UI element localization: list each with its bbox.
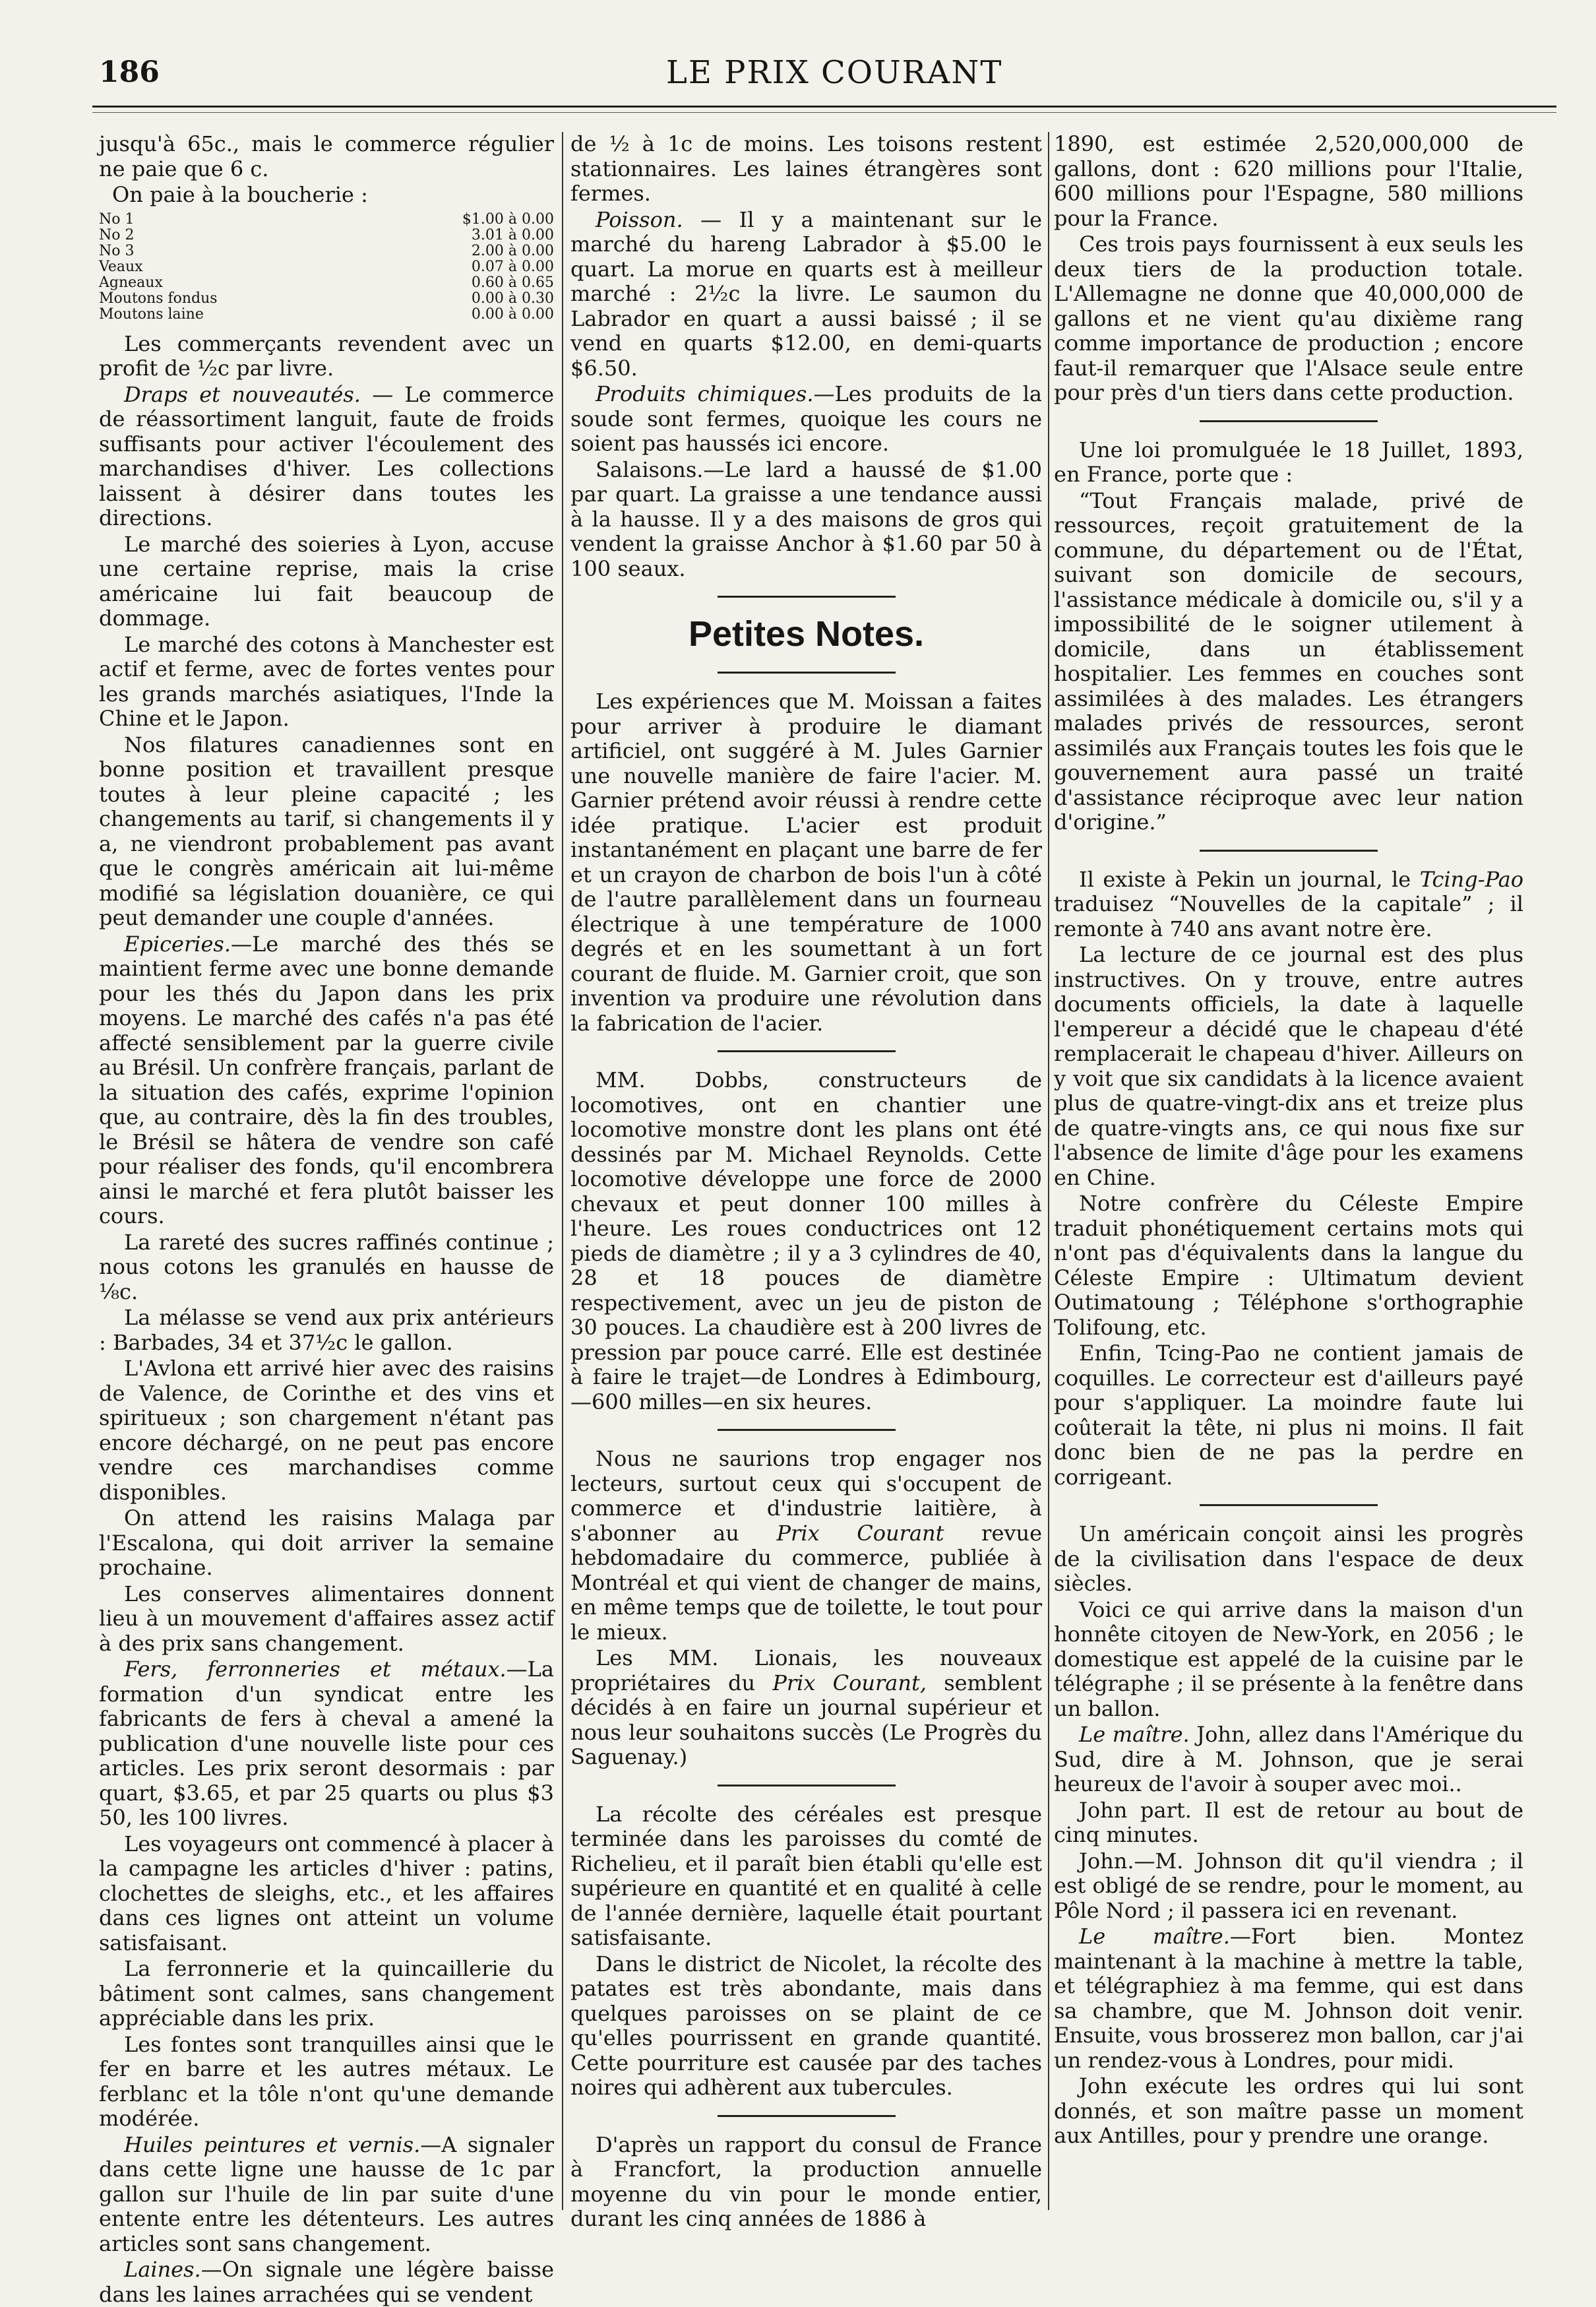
column-2 [570, 131, 1043, 2231]
paragraph [570, 1447, 1042, 1645]
price-value: 0.00 à 0.00 [471, 305, 554, 323]
paragraph: La récolte des céréales est presque terminée dans les paroisses du comté de Richelieu, et il paraît bien établi qu'elle est supérieure en quantité et en qualité à celle de l'année dernière, laquelle était pourtant satisfaisante. [570, 1801, 1042, 1950]
paragraph: L'Avlona ett arrivé hier avec des raisins de Valence, de Corinthe et des vins et spiritueux ; son chargement n'étant pas encore déchargé, on ne peut pas encore vendre ces marchandises comme disponibles. [99, 1356, 554, 1505]
paragraph [99, 932, 554, 1229]
section-heading: Petites Notes. [688, 614, 925, 654]
separator-rule [1200, 850, 1378, 852]
price-label: No 3 [99, 242, 135, 259]
header-rule [92, 106, 1556, 108]
paragraph [570, 208, 1042, 381]
paragraph-text: —Le marché des thés se maintient ferme avec une bonne demande pour les thés du Japon dans les prix moyens. Le marché des cafés n'a pas été affecté sensiblement par la guerre civile au Brésil. Un confrère français, parlant de la situation des cafés, exprime l'opinion que, au contraire, dès la fin des troubles, le Brésil se hâtera de vendre son café pour réaliser des fonds, qu'il encombrera ainsi le marché et fera plutôt baisser les cours. [99, 931, 554, 1228]
paragraph: La lecture de ce journal est des plus instructives. On y trouve, entre autres documents officiels, la date à laquelle l'empereur a décidé que le chapeau d'été remplacerait le chapeau d'hiver. Ailleurs on y voit que six candidats à la licence avaient plus de quatre-vingt-dix ans et treize plus de quatre-vingts ans, ce qui nous fixe sur l'absence de limite d'âge pour les examens en Chine. [1054, 942, 1523, 1190]
paragraph-text: traduisez “Nouvelles de la capitale” ; il remonte à 740 ans avant notre ère. [1054, 891, 1523, 941]
separator-rule [718, 2115, 896, 2117]
paragraph: Salaisons.—Le lard a haussé de $1.00 par quart. La graisse a une tendance aussi à la hausse. Il y a des maisons de gros qui vendent la graisse Anchor à $1.60 par 50 à 100 seaux. [570, 457, 1042, 581]
price-row [99, 243, 554, 259]
paragraph: Les conserves alimentaires donnent lieu à un mouvement d'affaires assez actif à des prix sans changement. [99, 1581, 554, 1656]
paragraph: Une loi promulguée le 18 Juillet, 1893, en France, porte que : [1054, 437, 1523, 487]
separator-rule [718, 596, 896, 598]
price-row [99, 291, 554, 307]
paragraph: Notre confrère du Céleste Empire traduit phonétiquement certains mots qui n'ont pas d'équivalents dans la langue du Céleste Empire : Ultimatum devient Outimatoung ; Téléphone s'orthographie Tolifoung, etc. [1054, 1191, 1523, 1340]
paragraph-text: —Fort bien. Montez maintenant à la machine à mettre la table, et télégraphiez à ma femme, qui est dans sa chambre, que M. Johnson doit venir. Ensuite, vous brosserez mon ballon, car j'ai un rendez-vous à Londres, pour midi. [1054, 1924, 1524, 2073]
section-label: Draps et nouveautés. [124, 381, 361, 407]
header-rule-thin [92, 112, 1556, 113]
price-row [99, 275, 554, 291]
paragraph [99, 383, 554, 531]
paragraph-text: John, allez dans l'Amérique du Sud, dire à M. Johnson, que je serai heureux de l'avoir à souper avec moi.. [1054, 1722, 1524, 1796]
price-row [99, 228, 554, 243]
masthead-title: LE PRIX COURANT [666, 54, 1003, 91]
column-3 [1054, 132, 1523, 2210]
paragraph-text: —On signale une légère baisse dans les laines arrachées qui se vendent [99, 2257, 554, 2307]
publication-name: Prix Courant [776, 1520, 944, 1546]
column-divider [562, 132, 563, 2210]
paragraph: Ces trois pays fournissent à eux seuls les deux tiers de la production totale. L'Allemagne ne donne que 40,000,000 de gallons et ne vient qu'au dixième rang comme importance de production ; encore faut-il remarquer que l'Alsace seule entre pour près d'un tiers dans cette production. [1054, 232, 1523, 405]
paragraph-text: Il existe à Pekin un journal, le [1079, 866, 1420, 892]
price-row [99, 212, 554, 228]
price-label: Moutons fondus [99, 290, 218, 307]
price-label: Veaux [99, 258, 143, 275]
price-value: 2.00 à 0.00 [471, 242, 554, 259]
paragraph: La ferronnerie et la quincaillerie du bâtiment sont calmes, sans changement appréciable dans les prix. [99, 1956, 554, 2031]
price-value: 3.01 à 0.00 [471, 226, 554, 243]
paragraph: Les voyageurs ont commencé à placer à la campagne les articles d'hiver : patins, clochettes de sleighs, etc., et les affaires dans ces lignes ont atteint un volume satisfaisant. [99, 1831, 554, 1955]
paragraph [1054, 868, 1523, 942]
butcher-price-table [99, 212, 554, 323]
paragraph [99, 2133, 554, 2257]
paragraph: “Tout Français malade, privé de ressources, reçoit gratuitement de la commune, du département ou de l'État, suivant son domicile de secours, l'assistance médicale à domicile ou, s'il y a impossibilité de le soigner utilement à domicile, dans un établissement hospitalier. Les femmes en couches sont assimilées à des malades. Les étrangers malades privés de ressources, seront assimilés aux Français toutes les fois que le gouvernement aura passé un traité d'assistance réciproque avec leur nation d'origine.” [1054, 488, 1523, 835]
paragraph: Le marché des cotons à Manchester est actif et ferme, avec de fortes ventes pour les grands marchés asiatiques, l'Inde la Chine et le Japon. [99, 631, 554, 731]
separator-rule [718, 1050, 896, 1052]
paragraph: Les fontes sont tranquilles ainsi que le fer en barre et les autres métaux. Le ferblanc et la tôle n'ont qu'une demande modérée. [99, 2031, 554, 2131]
price-value: $1.00 à 0.00 [462, 210, 554, 228]
paragraph-text: — Il y a maintenant sur le marché du hareng Labrador à $5.00 le quart. La morue en quarts est à meilleur marché : 2½c la livre. Le saumon du Labrador en quart a aussi baissé ; il se vend en quarts $12.00, en demi-quarts $6.50. [570, 206, 1042, 381]
page-number: 186 [99, 55, 160, 89]
paragraph [1054, 1924, 1523, 2073]
section-label: Poisson. [596, 206, 683, 232]
paragraph: Le marché des soieries à Lyon, accuse une certaine reprise, mais la crise américaine lui fait beaucoup de dommage. [99, 531, 554, 631]
separator-rule [718, 1785, 896, 1786]
section-label: Produits chimiques. [596, 381, 814, 406]
separator-rule [1200, 1504, 1378, 1506]
price-value: 0.00 à 0.30 [471, 290, 554, 307]
paragraph: 1890, est estimée 2,520,000,000 de gallons, dont : 620 millions pour l'Italie, 600 millions pour l'Espagne, 580 millions pour la France. [1054, 131, 1523, 231]
paragraph: Dans le district de Nicolet, la récolte des patates est très abondante, mais dans quelques paroisses on se plaint de ce qu'elles pourrissent en grande quantité. Cette pourriture est causée par des taches noires qui adhèrent aux tubercules. [570, 1951, 1042, 2100]
paragraph: Voici ce qui arrive dans la maison d'un honnête citoyen de New-York, en 2056 ; le domestique est appelé de la cuisine par le télégraphe ; il se présente à la fenêtre dans un ballon. [1054, 1596, 1523, 1721]
paragraph: Nos filatures canadiennes sont en bonne position et travaillent presque toutes à leur pleine capacité ; les changements au tarif, si changements il y a, ne viendront probablement pas avant que le congrès américain ait lui-même modifié sa législation douanière, ce qui peut demander une couple d'années. [99, 732, 554, 930]
price-label: No 2 [99, 226, 135, 243]
paragraph-text: —La formation d'un syndicat entre les fabricants de fers à cheval a amené la publication d'une nouvelle liste pour ces articles. Les prix seront desormais : par quart, $3.65, et par 25 quarts ou plus $3 50, les 100 livres. [99, 1657, 554, 1830]
price-row [99, 307, 554, 323]
paragraph: La rareté des sucres raffinés continue ; nous cotons les granulés en hausse de ⅛c. [99, 1229, 554, 1304]
paragraph-text: revue hebdomadaire du commerce, publiée à Montréal et qui vient de changer de mains, en même temps que de toilette, le tout pour le mieux. [570, 1520, 1043, 1645]
paragraph: Un américain conçoit ainsi les progrès de la civilisation dans l'espace de deux siècles. [1054, 1521, 1523, 1596]
price-label: Moutons laine [99, 305, 204, 323]
price-label: Agneaux [99, 274, 163, 291]
price-label: No 1 [99, 210, 135, 228]
paragraph: jusqu'à 65c., mais le commerce régulier ne paie que 6 c. [99, 131, 554, 181]
paragraph: John exécute les ordres qui lui sont donnés, et son maître passe un moment aux Antilles, pour y prendre une orange. [1054, 2073, 1523, 2148]
price-value: 0.07 à 0.00 [471, 258, 554, 275]
paragraph-text: — Le commerce de réassortiment languit, faute de froids suffisants pour activer l'écoulement des marchandises d'hiver. Les collections laissent à désirer dans toutes les directions. [99, 381, 555, 530]
paragraph-text: semblent décidés à en faire un journal supérieur et nous leur souhaitons succès (Le Progrès du Saguenay.) [570, 1670, 1043, 1769]
separator-rule [1200, 420, 1378, 422]
section-label: Epiceries. [124, 931, 231, 957]
paragraph: Les expériences que M. Moissan a faites pour arriver à produire le diamant artificiel, ont suggéré à M. Jules Garnier une nouvelle manière de faire l'acier. M. Garnier prétend avoir réussi à rendre cette idée pratique. L'acier est produit instantanément en plaçant une barre de fer et un crayon de charbon de bois l'un à côté de l'autre parallèlement dans un fourneau électrique à une température de 1000 degrés et en les soumettant à un fort courant de fluide. M. Garnier croit, que son invention va produire une révolution dans la fabrication de l'acier. [570, 689, 1042, 1036]
paragraph-text: Nous ne saurions trop engager nos lecteurs, surtout ceux qui s'occupent de commerce et d'industrie laitière, à s'abonner au [570, 1446, 1042, 1546]
paragraph: John.—M. Johnson dit qu'il viendra ; il est obligé de se rendre, pour le moment, au Pôle Nord ; il passera ici en revenant. [1054, 1848, 1523, 1923]
paragraph [99, 1657, 554, 1831]
paragraph: Enfin, Tcing-Pao ne contient jamais de coquilles. Le correcteur est d'ailleurs payé pour s'appliquer. La moindre faute lui coûterait la tête, ni plus ni moins. Il fait donc bien de ne pas la perdre en corrigeant. [1054, 1341, 1523, 1490]
paragraph: D'après un rapport du consul de France à Francfort, la production annuelle moyenne du vin pour le monde entier, durant les cinq années de 1886 à [570, 2132, 1042, 2231]
column-1 [99, 131, 555, 2307]
section-label: Huiles peintures et vernis. [124, 2132, 421, 2157]
section-label: Fers, ferronneries et métaux. [124, 1657, 506, 1682]
separator-rule [718, 672, 896, 674]
price-value: 0.60 à 0.65 [471, 274, 554, 291]
speaker-label: Le maître. [1079, 1722, 1190, 1747]
paragraph [1054, 1722, 1523, 1797]
publication-name: Tcing-Pao [1419, 866, 1523, 892]
section-label: Laines. [124, 2257, 201, 2282]
butcher-title: On paie à la boucherie : [112, 182, 368, 207]
paragraph [570, 1646, 1042, 1770]
paragraph-text: Les MM. Lionais, les nouveaux propriétaires du [570, 1645, 1042, 1695]
paragraph-text: —Les produits de la soude sont fermes, quoique les cours ne soient pas haussés ici encore. [570, 381, 1043, 456]
speaker-label: Le maître. [1079, 1924, 1230, 1949]
paragraph: La mélasse se vend aux prix antérieurs : Barbades, 34 et 37½c le gallon. [99, 1305, 554, 1355]
column-divider [1048, 132, 1049, 2210]
paragraph: On attend les raisins Malaga par l'Escalona, qui doit arriver la semaine prochaine. [99, 1505, 554, 1580]
paragraph [99, 2258, 554, 2307]
price-row [99, 259, 554, 275]
separator-rule [718, 1429, 896, 1431]
paragraph: de ½ à 1c de moins. Les toisons restent stationnaires. Les laines étrangères sont fermes. [570, 131, 1042, 206]
paragraph [570, 382, 1042, 457]
paragraph: Les commerçants revendent avec un profit de ½c par livre. [99, 331, 554, 381]
publication-name: Prix Courant, [772, 1670, 927, 1695]
paragraph-text: —A signaler dans cette ligne une hausse de 1c par gallon sur l'huile de lin par suite d'une entente entre les détenteurs. Les autres articles sont sans changement. [99, 2132, 554, 2256]
paragraph: MM. Dobbs, constructeurs de locomotives, ont en chantier une locomotive monstre dont les plans ont été dessinés par M. Michael Reynolds. Cette locomotive développe une force de 2000 chevaux et peut donner 100 milles à l'heure. Les roues conductrices ont 12 pieds de diamètre ; il y a 3 cylindres de 40, 28 et 18 pouces de diamètre respectivement, avec un jeu de piston de 30 pouces. La chaudière est à 200 livres de pression par pouce carré. Elle est destinée à faire le trajet—de Londres à Edimbourg,—600 milles—en six heures. [570, 1067, 1042, 1414]
paragraph: John part. Il est de retour au bout de cinq minutes. [1054, 1797, 1523, 1847]
